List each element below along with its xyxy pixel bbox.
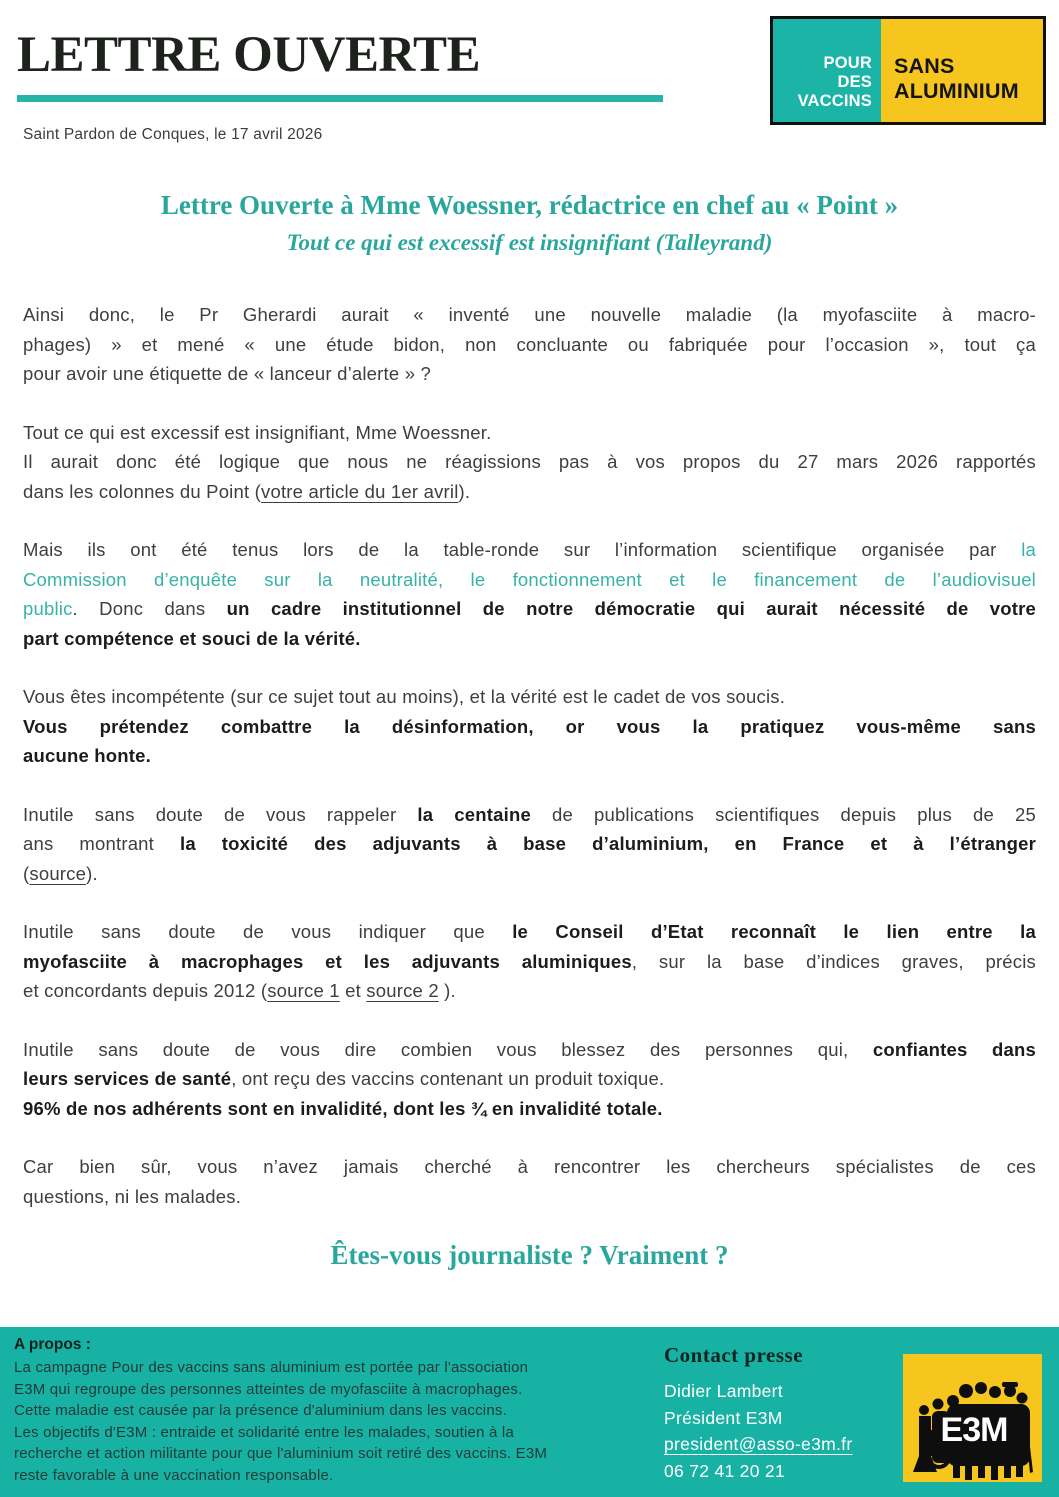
body-paragraph <box>23 1035 1036 1124</box>
text-segment: phages) » et mené « une étude bidon, non concluante ou fabriquée pour l’occasion », tout ça <box>23 333 1036 355</box>
text-segment: . Donc dans <box>72 598 227 619</box>
contact-phone: 06 72 41 20 21 <box>664 1460 785 1481</box>
text-line <box>23 1035 1036 1065</box>
text-segment: le Conseil d’Etat reconnaît le lien entre la <box>512 921 1036 942</box>
about-text <box>14 1357 654 1486</box>
text-line <box>23 477 1036 507</box>
inline-link[interactable]: la <box>1021 539 1036 560</box>
contact-role: Président E3M <box>664 1407 783 1428</box>
text-segment: Car bien sûr, vous n’avez jamais cherché à rencontrer les chercheurs spécialistes de ces <box>23 1156 1036 1177</box>
text-segment: Vous prétendez combattre la désinformation, or vous la pratiquez vous-même sans <box>23 715 1036 737</box>
body-paragraph <box>23 1152 1036 1211</box>
text-line <box>23 1152 1036 1182</box>
title-rule <box>17 95 663 102</box>
letter-body <box>23 300 1036 1211</box>
footer <box>0 1327 1059 1497</box>
text-line: E3M qui regroupe des personnes atteintes de myofasciite à macrophages. <box>14 1380 523 1398</box>
text-segment: part compétence et souci de la vérité. <box>23 627 361 649</box>
text-segment: , sur la base d’indices graves, précis <box>631 950 1036 972</box>
e3m-logo <box>903 1354 1042 1482</box>
text-line <box>23 594 1036 624</box>
text-line: VACCINS <box>797 92 872 110</box>
body-paragraph <box>23 300 1036 389</box>
text-segment: ( <box>23 862 30 884</box>
text-segment: et concordants depuis 2012 ( <box>23 980 268 1001</box>
letter-subtitle: Tout ce qui est excessif est insignifiant (Talleyrand) <box>286 230 773 255</box>
inline-link[interactable]: source <box>29 862 87 884</box>
text-segment: Inutile sans doute de vous indiquer que <box>23 921 513 942</box>
text-line <box>23 624 1036 654</box>
text-segment: ans montrant <box>23 833 180 854</box>
text-segment: et <box>339 980 367 1001</box>
text-line <box>23 300 1036 330</box>
text-segment: Inutile sans doute de vous rappeler <box>23 803 418 825</box>
body-paragraph <box>23 800 1036 889</box>
e3m-label: E3M <box>940 1411 1008 1449</box>
text-line <box>23 976 1036 1006</box>
text-line: POUR <box>823 54 872 72</box>
text-segment: Vous êtes incompétente (sur ce sujet tout au moins), et la vérité est le cadet de vos soucis. <box>23 686 786 707</box>
text-line <box>23 859 1036 889</box>
text-line <box>23 947 1036 977</box>
text-line: reste favorable à une vaccination responsable. <box>14 1466 334 1484</box>
text-line: SANS <box>894 53 955 78</box>
text-line <box>23 359 1036 389</box>
about-section <box>14 1336 654 1486</box>
text-line <box>23 1064 1036 1094</box>
text-segment: Inutile sans doute de vous dire combien vous blessez des personnes qui, <box>23 1038 873 1060</box>
text-segment: questions, ni les malades. <box>23 1185 242 1207</box>
text-line <box>23 800 1036 830</box>
text-line: recherche et action militante pour que l'aluminium soit retiré des vaccins. E3M <box>14 1445 548 1462</box>
contact-title: Contact presse <box>664 1343 804 1367</box>
body-paragraph <box>23 418 1036 507</box>
text-line <box>23 1094 1036 1124</box>
page-title: LETTRE OUVERTE <box>17 27 481 83</box>
body-paragraph <box>23 682 1036 771</box>
text-segment: , ont reçu des vaccins contenant un produit toxique. <box>231 1068 665 1089</box>
text-segment: aucune honte. <box>23 745 151 766</box>
text-segment: pour avoir une étiquette de « lanceur d’alerte » ? <box>23 363 432 384</box>
text-line <box>23 917 1036 947</box>
logo-pour-des-vaccins-panel <box>773 19 881 122</box>
about-title: A propos : <box>14 1336 91 1353</box>
text-line: ALUMINIUM <box>894 78 1019 103</box>
text-segment: de publications scientifiques depuis plus de 25 <box>530 803 1036 825</box>
campaign-logo <box>770 16 1046 125</box>
inline-link[interactable]: Commission d’enquête sur la neutralité, le fonctionnement et le financement de l’audiovisuel <box>23 568 1036 590</box>
letter-heading: Lettre Ouverte à Mme Woessner, rédactrice en chef au « Point » <box>160 190 899 220</box>
text-line: Les objectifs d'E3M : entraide et solidarité entre les malades, soutien à la <box>14 1423 514 1441</box>
text-segment: ). <box>438 980 456 1001</box>
contact-email-link[interactable]: president@asso-e3m.fr <box>664 1434 853 1454</box>
text-line <box>23 447 1036 477</box>
text-segment: la toxicité des adjuvants à base d’aluminium, en France et à l’étranger <box>179 833 1036 854</box>
text-line: La campagne Pour des vaccins sans aluminium est portée par l'association <box>14 1359 529 1376</box>
body-paragraph <box>23 917 1036 1006</box>
date-line: Saint Pardon de Conques, le 17 avril 2026 <box>23 126 323 143</box>
contact-name: Didier Lambert <box>664 1381 783 1401</box>
text-line <box>23 418 1036 448</box>
text-line: Cette maladie est causée par la présence d'aluminium dans les vaccins. <box>14 1402 507 1419</box>
text-line <box>23 829 1036 859</box>
text-segment: myofasciite à macrophages et les adjuvants aluminiques <box>23 950 632 972</box>
inline-link[interactable]: source 2 <box>366 980 439 1001</box>
contact-section <box>664 1343 852 1484</box>
text-line: DES <box>837 73 872 91</box>
logo-sans-aluminium-panel <box>881 19 1043 122</box>
inline-link[interactable]: public <box>23 598 73 619</box>
text-segment: Ainsi donc, le Pr Gherardi aurait « inventé une nouvelle maladie (la myofasciite à macro- <box>23 304 1036 325</box>
text-segment: ). <box>86 862 98 884</box>
text-segment: Il aurait donc été logique que nous ne réagissions pas à vos propos du 27 mars 2026 rapportés <box>23 451 1036 472</box>
text-segment: un cadre institutionnel de notre démocratie qui aurait nécessité de votre <box>226 598 1037 619</box>
e3m-crowd-icon <box>903 1354 1042 1482</box>
inline-link[interactable]: source 1 <box>267 980 340 1001</box>
text-segment: Tout ce qui est excessif est insignifiant, Mme Woessner. <box>23 421 492 443</box>
text-line <box>23 741 1036 771</box>
text-segment: ). <box>458 480 471 502</box>
body-paragraph <box>23 535 1036 653</box>
text-segment: dans les colonnes du Point ( <box>23 480 262 502</box>
text-segment: leurs services de santé <box>23 1068 232 1089</box>
text-line <box>23 1182 1036 1212</box>
text-line <box>23 330 1036 360</box>
text-segment: 96% de nos adhérents sont en invalidité, dont les ¾ en invalidité totale. <box>23 1097 663 1119</box>
text-segment: confiantes dans <box>872 1038 1036 1060</box>
text-line <box>23 712 1036 742</box>
text-line <box>23 565 1036 595</box>
text-segment: Mais ils ont été tenus lors de la table-ronde sur l’information scientifique organisée par <box>23 539 1022 560</box>
closing-heading: Êtes-vous journaliste ? Vraiment ? <box>330 1240 729 1270</box>
text-line <box>23 682 1036 712</box>
text-line <box>23 535 1036 565</box>
inline-link[interactable]: votre article du 1er avril <box>261 480 459 502</box>
text-segment: la centaine <box>417 803 531 825</box>
